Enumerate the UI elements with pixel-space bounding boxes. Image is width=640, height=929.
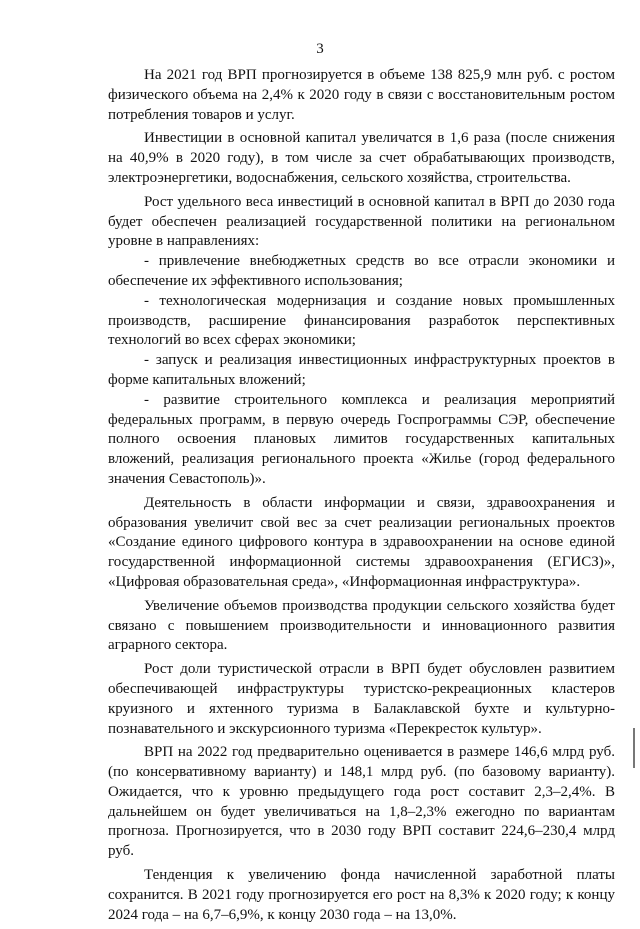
paragraph-grp-2022: ВРП на 2022 год предварительно оценивается в размере 146,6 млрд руб. (по консервативному варианту) и 148,1 млрд руб. (по базовому варианту). Ожидается, что к уровню предыдущего года рост составит 2,3–2,4%. В дальнейшем он будет увеличиваться на 1,8–2,3% ежегодно по вариантам прогноза. Прогнозируется, что в 2030 году ВРП составит 224,6–230,4 млрд руб.: [108, 744, 615, 860]
page-number: 3: [316, 41, 324, 57]
paragraph-investments: Инвестиции в основной капитал увеличатся в 1,6 раза (после снижения на 40,9% в 2020 году), в том числе за счет обрабатывающих производств, электроэнергетики, водоснабжения, сельского хозяйства, строительства.: [108, 130, 615, 186]
document-body: [108, 66, 615, 929]
scan-margin-mark: [633, 728, 635, 768]
paragraph-it-health-education: Деятельность в области информации и связи, здравоохранения и образования увеличит свой вес за счет реализации региональных проектов «Создание единого цифрового контура в здравоохранении на основе единой государственной информационной системы здравоохранения (ЕГИСЗ)», «Цифровая образовательная среда», «Информационная инфраструктура».: [108, 494, 615, 590]
paragraph-wage-fund: Тенденция к увеличению фонда начисленной заработной платы сохранится. В 2021 году прогнозируется его рост на 8,3% к 2020 году; к концу 2024 года – на 6,7–6,9%, к концу 2030 года – на 13,0%.: [108, 867, 615, 923]
paragraph-grp-2021: На 2021 год ВРП прогнозируется в объеме 138 825,9 млн руб. с ростом физического объема на 2,4% к 2020 году в связи с восстановительным ростом потребления товаров и услуг.: [108, 67, 615, 123]
paragraph-investment-share: Рост удельного веса инвестиций в основной капитал в ВРП до 2030 года будет обеспечен реализацией государственной политики на региональном уровне в направлениях:: [108, 193, 615, 250]
list-item-modernization: - технологическая модернизация и создание новых промышленных производств, расширение финансирования разработок перспективных технологий во всех сферах экономики;: [108, 292, 615, 349]
list-item-infrastructure-projects: - запуск и реализация инвестиционных инфраструктурных проектов в форме капитальных вложений;: [108, 352, 615, 388]
list-item-offbudget-funds: - привлечение внебюджетных средств во все отрасли экономики и обеспечение их эффективного использования;: [108, 253, 615, 289]
paragraph-agriculture: Увеличение объемов производства продукции сельского хозяйства будет связано с повышением производительности и инновационного развития аграрного сектора.: [108, 597, 615, 654]
paragraph-tourism: Рост доли туристической отрасли в ВРП будет обусловлен развитием обеспечивающей инфраструктуры туристско-рекреационных кластеров круизного и яхтенного туризма в Балаклавской бухте и культурно-познавательного и экскурсионного туризма «Перекресток культур».: [108, 661, 615, 737]
list-item-construction: - развитие строительного комплекса и реализация мероприятий федеральных программ, в первую очередь Госпрограммы СЭР, обеспечение полного освоения плановых лимитов государственных капитальных вложений, реализация регионального проекта «Жилье (город федерального значения Севастополь)».: [108, 391, 615, 487]
